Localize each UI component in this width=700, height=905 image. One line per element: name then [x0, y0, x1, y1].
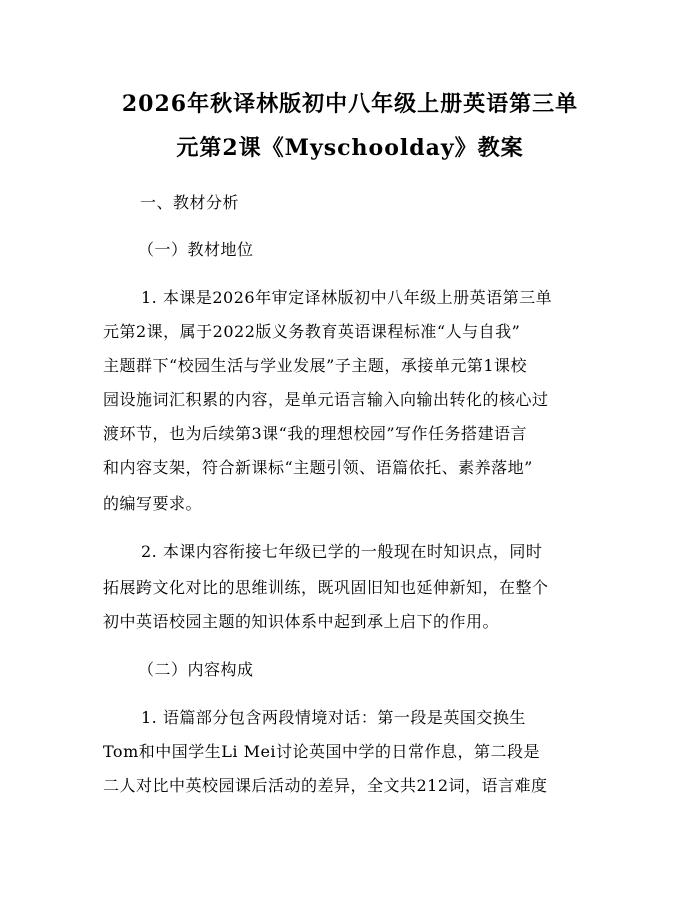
paragraph-line: 园设施词汇积累的内容，是单元语言输入向输出转化的核心过: [103, 390, 549, 409]
paragraph-line: 1. 语篇部分包含两段情境对话：第一段是英国交换生: [141, 708, 526, 727]
paragraph-line: 元第2课，属于2022版义务教育英语课程标准“人与自我”: [103, 322, 521, 341]
paragraph-line: 渡环节，也为后续第3课“我的理想校园”写作任务搭建语言: [103, 424, 528, 443]
section-heading-textbook-analysis: 一、教材分析: [140, 193, 240, 212]
paragraph-line: 2. 本课内容衔接七年级已学的一般现在时知识点，同时: [141, 542, 543, 561]
document-title-line-2: 元第2课《Myschoolday》教案: [176, 135, 524, 161]
paragraph-line: 拓展跨文化对比的思维训练，既巩固旧知也延伸新知，在整个: [103, 578, 549, 597]
paragraph-line: Tom和中国学生Li Mei讨论英国中学的日常作息，第二段是: [103, 742, 541, 761]
subsection-heading-textbook-position: （一）教材地位: [138, 240, 254, 259]
paragraph-line: 的编写要求。: [103, 494, 203, 513]
paragraph-line: 二人对比中英校园课后活动的差异，全文共212词，语言难度: [103, 776, 548, 795]
paragraph-line: 1. 本课是2026年审定译林版初中八年级上册英语第三单: [141, 288, 553, 307]
paragraph-line: 主题群下“校园生活与学业发展”子主题，承接单元第1课校: [103, 356, 528, 375]
document-title-line-1: 2026年秋译林版初中八年级上册英语第三单: [121, 91, 579, 117]
paragraph-line: 和内容支架，符合新课标“主题引领、语篇依托、素养落地”: [103, 458, 533, 477]
paragraph-line: 初中英语校园主题的知识体系中起到承上启下的作用。: [103, 612, 500, 631]
subsection-heading-content-structure: （二）内容构成: [138, 660, 254, 679]
